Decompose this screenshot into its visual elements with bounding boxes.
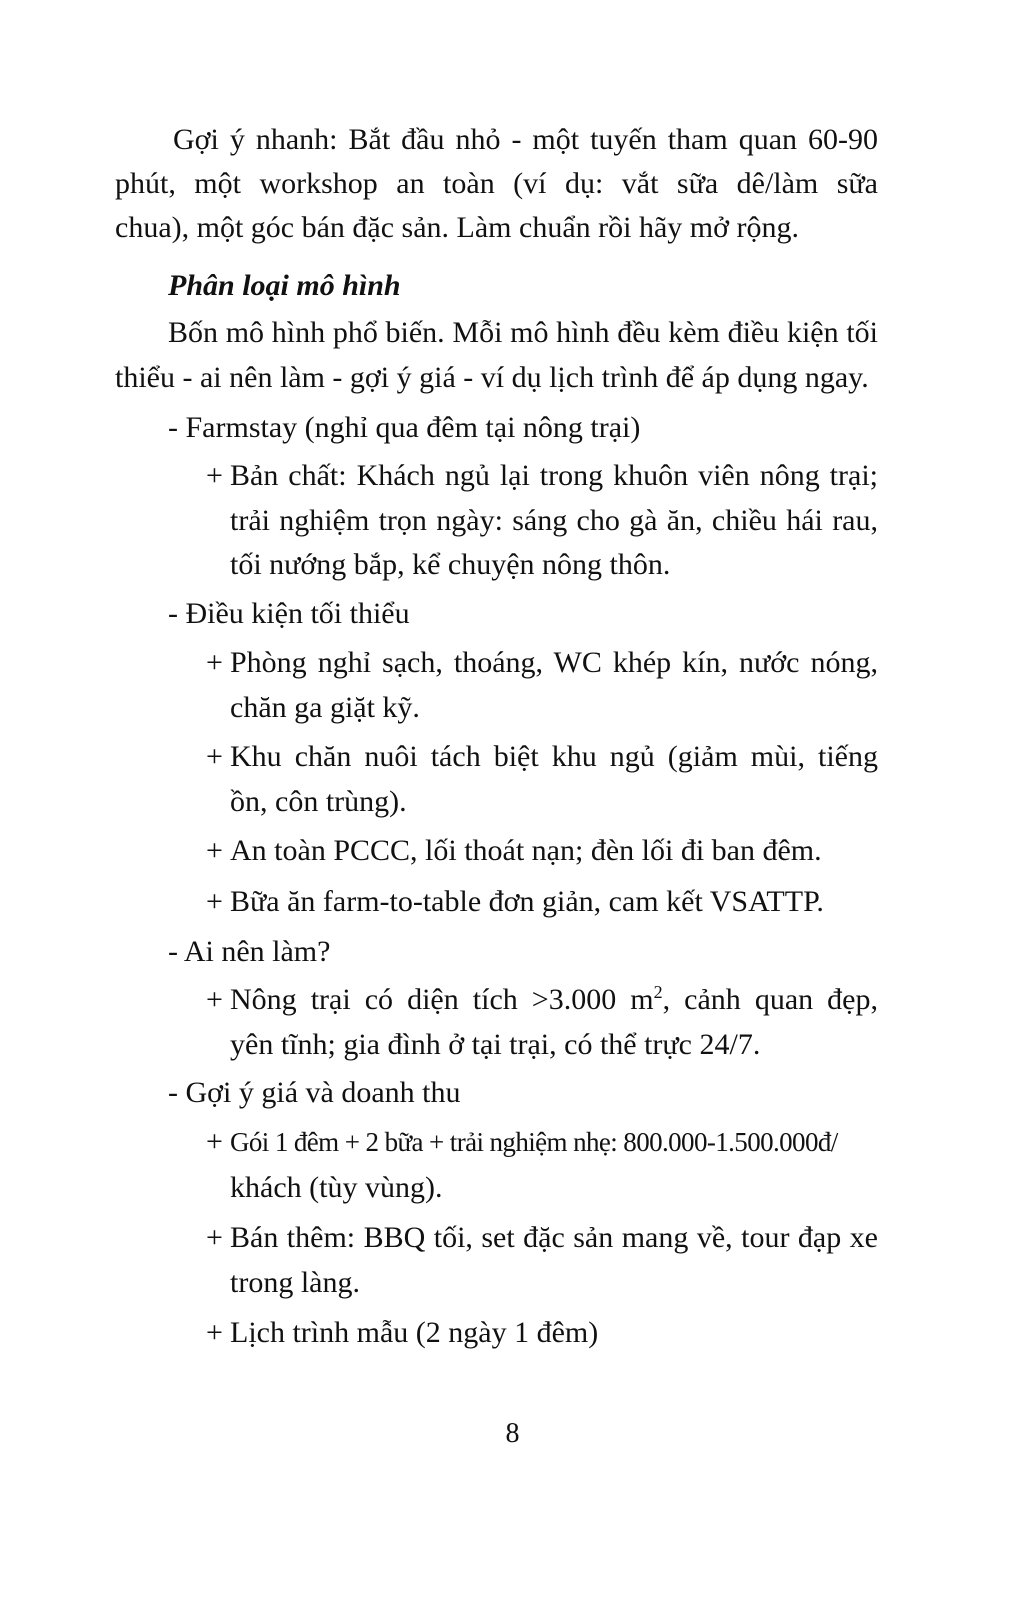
plus-marker: + (206, 834, 223, 867)
model-title-farmstay: - Farmstay (nghỉ qua đêm tại nông trại) (168, 411, 641, 444)
plus-marker: + (206, 1316, 223, 1349)
pricing-title: - Gợi ý giá và doanh thu (168, 1076, 461, 1109)
who-1-line-2: yên tĩnh; gia đình ở tại trại, có thể trực 24/7. (230, 1028, 761, 1061)
nature-line-3: tối nướng bắp, kể chuyện nông thôn. (230, 548, 671, 581)
condition-1-line-2: chăn ga giặt kỹ. (230, 691, 420, 724)
intro-line-1: Bốn mô hình phổ biến. Mỗi mô hình đều kèm điều kiện tối (168, 316, 878, 349)
pricing-2-line-2: trong làng. (230, 1266, 360, 1299)
condition-2-line-1: Khu chăn nuôi tách biệt khu ngủ (giảm mùi, tiếng (230, 740, 878, 773)
who-1-text-pre: Nông trại có diện tích >3.000 m (230, 983, 654, 1016)
plus-marker: + (206, 1221, 223, 1254)
nature-line-1: Bản chất: Khách ngủ lại trong khuôn viên nông trại; (230, 459, 878, 492)
plus-marker: + (206, 1125, 223, 1158)
superscript-2: 2 (653, 982, 663, 1002)
who-1-line-1 (230, 982, 878, 1018)
plus-marker: + (206, 646, 223, 679)
condition-3-line-1: An toàn PCCC, lối thoát nạn; đèn lối đi ban đêm. (230, 834, 822, 867)
page-number: 8 (505, 1418, 520, 1449)
plus-marker: + (206, 740, 223, 773)
who-title: - Ai nên làm? (168, 935, 331, 968)
plus-marker: + (206, 983, 223, 1016)
intro-line-2: thiểu - ai nên làm - gợi ý giá - ví dụ lịch trình để áp dụng ngay. (115, 361, 869, 394)
plus-marker: + (206, 459, 223, 492)
condition-2-line-2: ồn, côn trùng). (230, 785, 407, 818)
min-conditions-title: - Điều kiện tối thiểu (168, 597, 410, 630)
quick-tip-line-3: chua), một góc bán đặc sản. Làm chuẩn rồi hãy mở rộng. (115, 211, 799, 244)
pricing-3-line-1: Lịch trình mẫu (2 ngày 1 đêm) (230, 1316, 599, 1349)
who-1-text-post: , cảnh quan đẹp, (662, 983, 878, 1016)
pricing-1-line-2: khách (tùy vùng). (230, 1171, 443, 1204)
condition-4-line-1: Bữa ăn farm-to-table đơn giản, cam kết VSATTP. (230, 885, 824, 918)
quick-tip-line-2: phút, một workshop an toàn (ví dụ: vắt sữa dê/làm sữa (115, 167, 878, 200)
plus-marker: + (206, 885, 223, 918)
section-heading: Phân loại mô hình (168, 269, 401, 302)
nature-line-2: trải nghiệm trọn ngày: sáng cho gà ăn, chiều hái rau, (230, 504, 878, 537)
quick-tip-line-1: Gợi ý nhanh: Bắt đầu nhỏ - một tuyến tham quan 60-90 (173, 123, 878, 156)
condition-1-line-1: Phòng nghỉ sạch, thoáng, WC khép kín, nước nóng, (230, 646, 878, 679)
pricing-1-line-1: Gói 1 đêm + 2 bữa + trải nghiệm nhẹ: 800.000-1.500.000đ/ (230, 1127, 838, 1157)
pricing-2-line-1: Bán thêm: BBQ tối, set đặc sản mang về, tour đạp xe (230, 1221, 878, 1254)
